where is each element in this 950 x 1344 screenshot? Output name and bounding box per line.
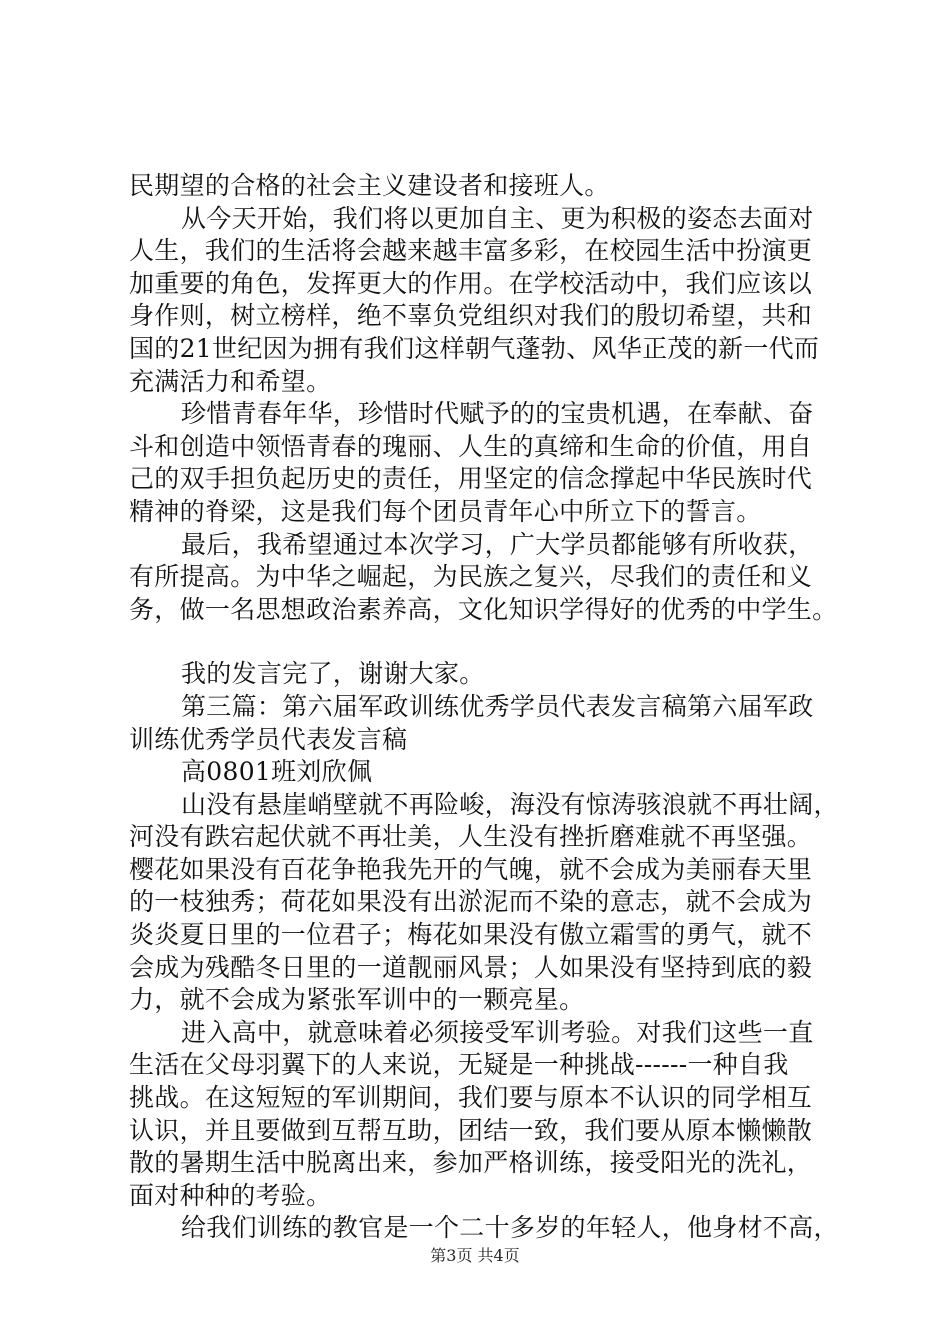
text-line: 樱花如果没有百花争艳我先开的气魄，就不会成为美丽春天里 <box>129 854 813 884</box>
author-line: 高0801班刘欣佩 <box>181 757 373 787</box>
text-line: 认识，并且要做到互帮互助，团结一致，我们要从原本懒懒散 <box>129 1115 813 1145</box>
text-line: 河没有跌宕起伏就不再壮美，人生没有挫折磨难就不再坚强。 <box>129 822 813 852</box>
text-line: 给我们训练的教官是一个二十多岁的年轻人，他身材不高， <box>181 1213 839 1243</box>
text-line: 国的21世纪因为拥有我们这样朝气蓬勃、风华正茂的新一代而 <box>129 333 820 363</box>
text-line: 会成为残酷冬日里的一道靓丽风景；人如果没有坚持到底的毅 <box>129 952 813 982</box>
text-line: 最后，我希望通过本次学习，广大学员都能够有所收获， <box>181 529 814 559</box>
text-line: 我的发言完了，谢谢大家。 <box>181 659 485 689</box>
text-line: 散的暑期生活中脱离出来，参加严格训练，接受阳光的洗礼， <box>129 1148 813 1178</box>
text-line: 生活在父母羽翼下的人来说，无疑是一种挑战------一种自我 <box>129 1050 789 1080</box>
text-line: 己的双手担负起历史的责任，用坚定的信念撑起中华民族时代 <box>129 464 813 494</box>
text-line: 珍惜青春年华，珍惜时代赋予的的宝贵机遇，在奉献、奋 <box>181 399 814 429</box>
text-line: 精神的脊梁，这是我们每个团员青年心中所立下的誓言。 <box>129 496 762 526</box>
text-line: 从今天开始，我们将以更加自主、更为积极的姿态去面对 <box>181 203 814 233</box>
section-heading: 第三篇：第六届军政训练优秀学员代表发言稿第六届军政 <box>181 691 814 721</box>
page-footer: 第3页 共4页 <box>430 1246 520 1265</box>
text-line: 身作则，树立榜样，绝不辜负党组织对我们的殷切希望，共和 <box>129 301 813 331</box>
text-line: 的一枝独秀；荷花如果没有出淤泥而不染的意志，就不会成为 <box>129 887 813 917</box>
text-line: 人生，我们的生活将会越来越丰富多彩，在校园生活中扮演更 <box>129 236 813 266</box>
text-line: 加重要的角色，发挥更大的作用。在学校活动中，我们应该以 <box>129 268 813 298</box>
text-line: 斗和创造中领悟青春的瑰丽、人生的真缔和生命的价值，用自 <box>129 431 813 461</box>
section-heading: 训练优秀学员代表发言稿 <box>129 724 408 754</box>
text-line: 充满活力和希望。 <box>129 366 332 396</box>
text-line: 力，就不会成为紧张军训中的一颗亮星。 <box>129 985 585 1015</box>
text-line: 挑战。在这短短的军训期间，我们要与原本不认识的同学相互 <box>129 1083 813 1113</box>
text-line: 务，做一名思想政治素养高，文化知识学得好的优秀的中学生。 <box>129 594 838 624</box>
text-line: 进入高中，就意味着必须接受军训考验。对我们这些一直 <box>181 1017 814 1047</box>
text-line: 民期望的合格的社会主义建设者和接班人。 <box>129 171 610 200</box>
text-line: 面对种种的考验。 <box>129 1180 332 1210</box>
document-body <box>129 170 854 1245</box>
blank-line <box>129 626 854 658</box>
text-line: 有所提高。为中华之崛起，为民族之复兴，尽我们的责任和义 <box>129 562 813 592</box>
text-line: 炎炎夏日里的一位君子；梅花如果没有傲立霜雪的勇气，就不 <box>129 920 813 950</box>
text-line: 山没有悬崖峭壁就不再险峻，海没有惊涛骇浪就不再壮阔， <box>181 789 839 819</box>
